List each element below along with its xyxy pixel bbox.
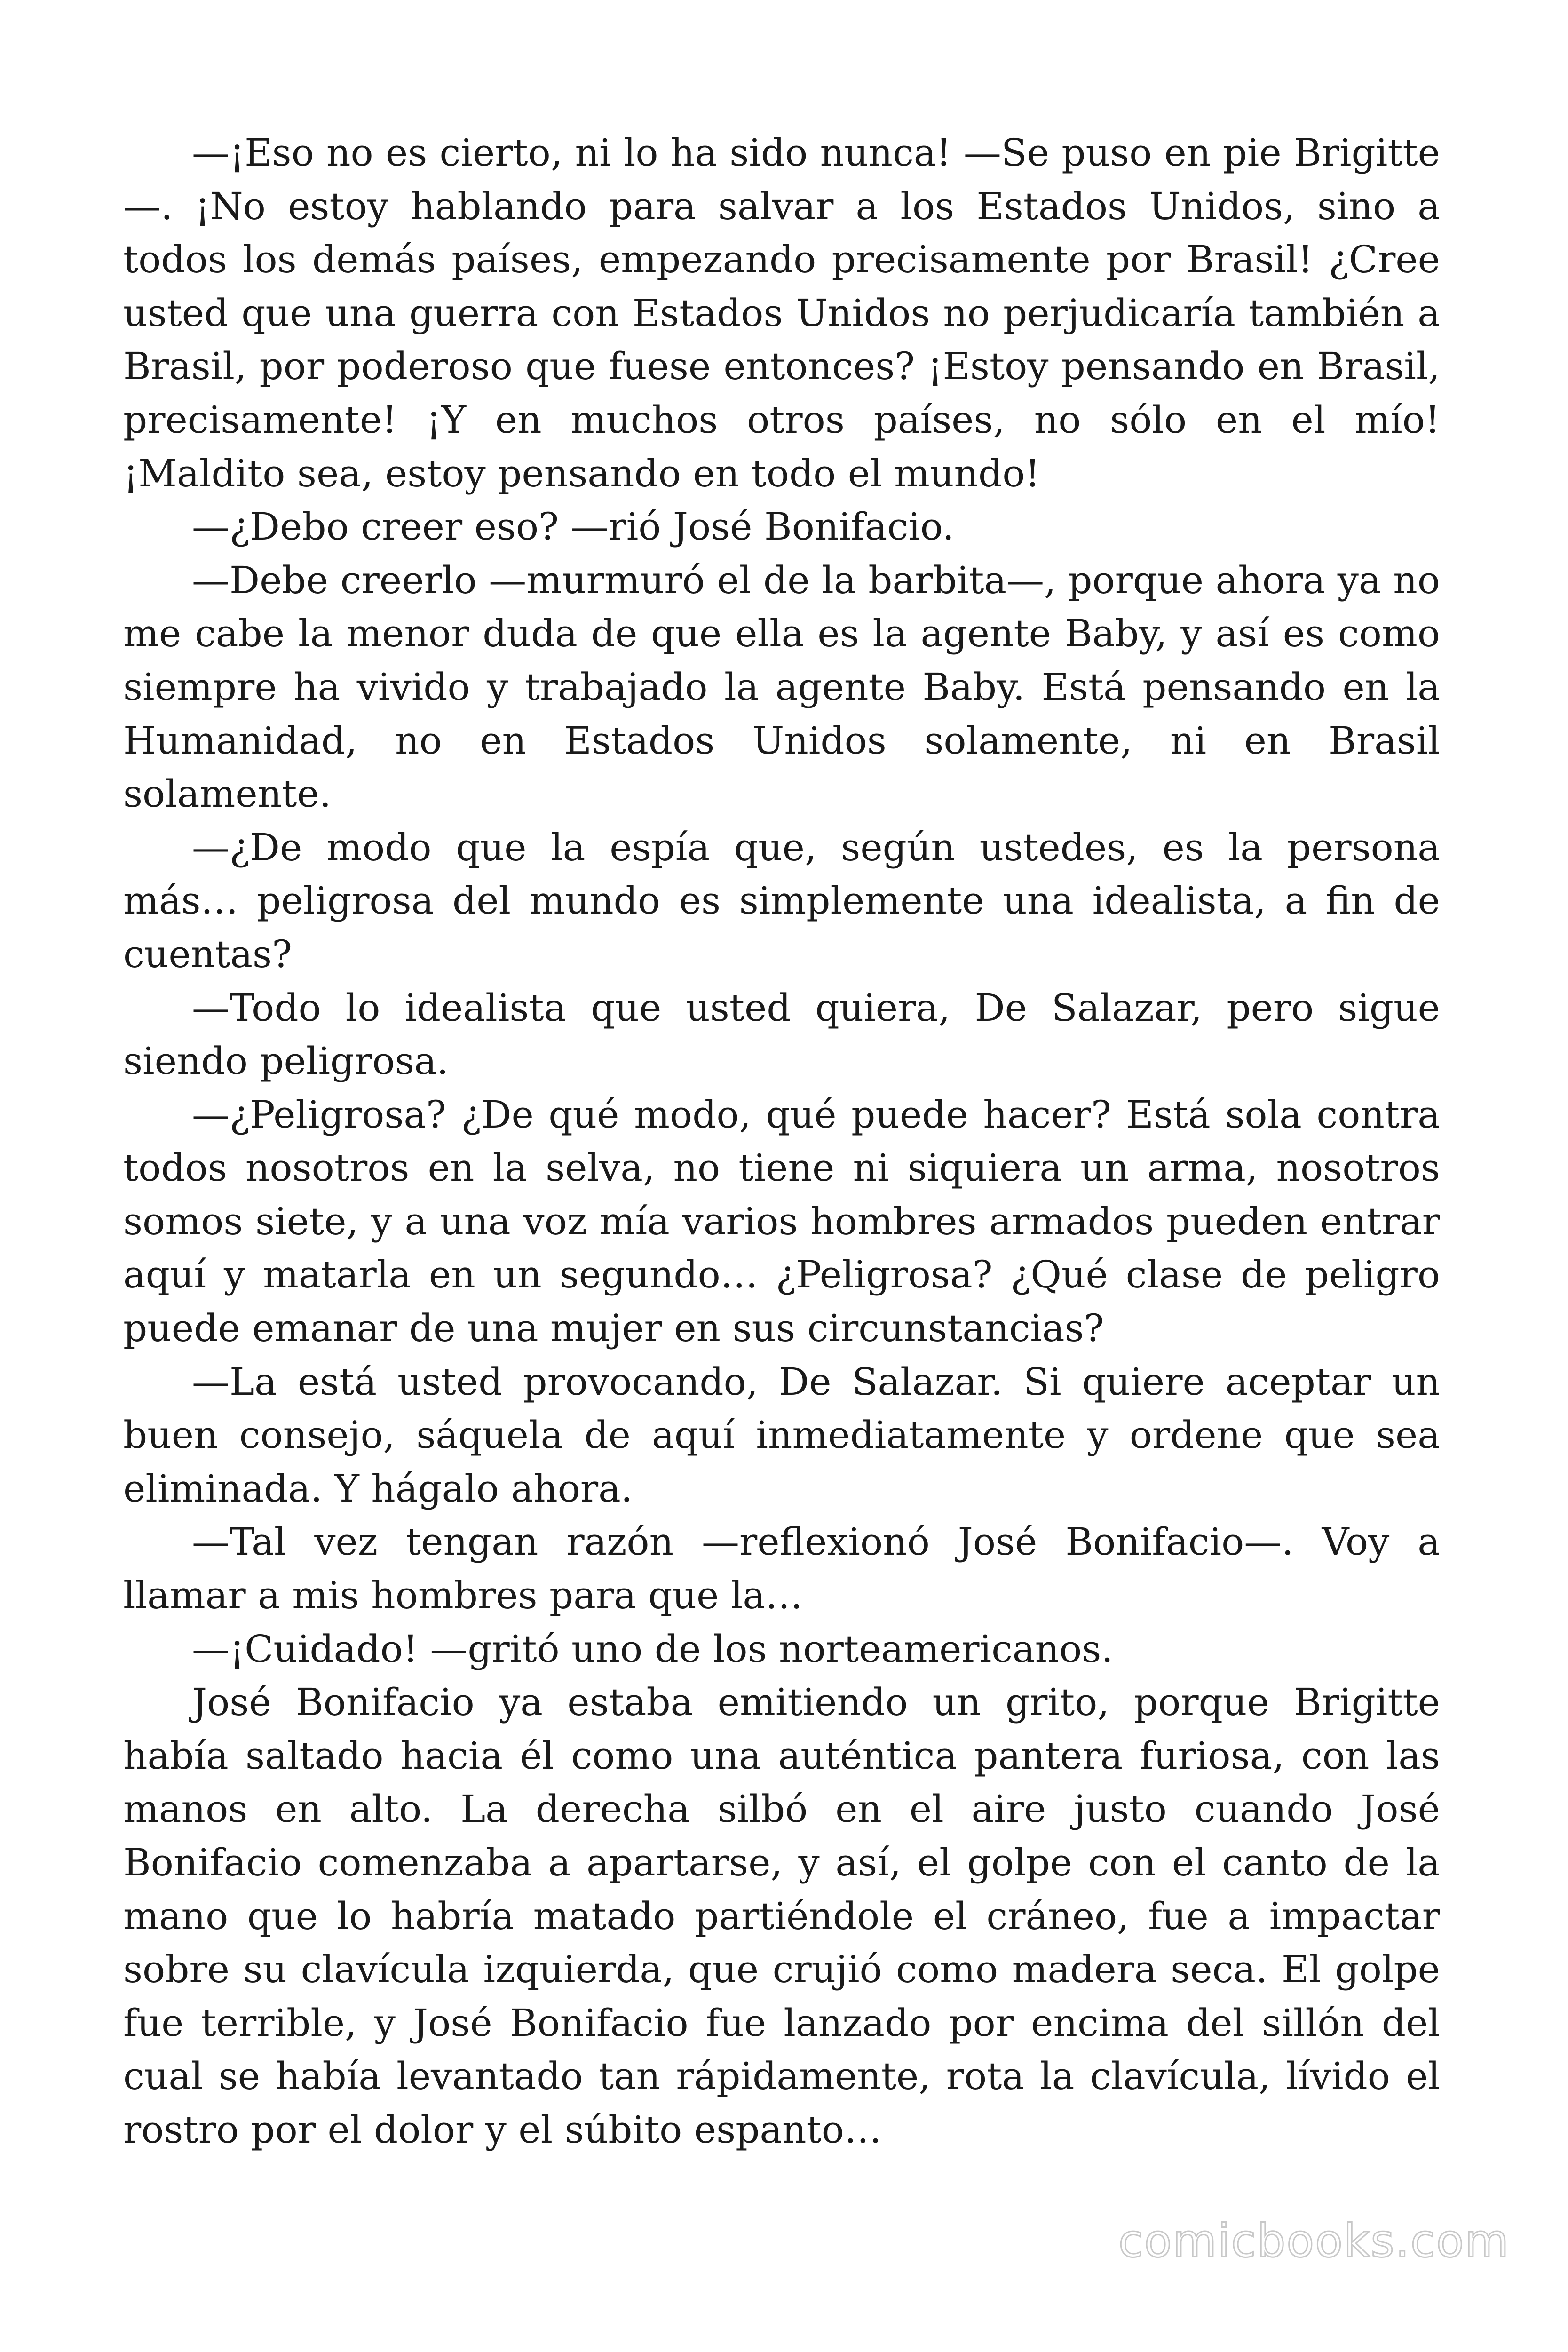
paragraph: —Tal vez tengan razón —reflexionó José Bonifacio—. Voy a llamar a mis hombres para que la… — [123, 1520, 1440, 1618]
page-body — [123, 126, 1440, 2157]
paragraph: —¡Eso no es cierto, ni lo ha sido nunca! —Se puso en pie Brigitte—. ¡No estoy hablando para salvar a los Estados Unidos, sino a todos los demás países, empezando precisamente por Brasil! ¿Cree usted que una guerra con Estados Unidos no perjudicaría también a Brasil, por poderoso que fuese entonces? ¡Estoy pensando en Brasil, precisamente! ¡Y en muchos otros países, no sólo en el mío! ¡Maldito sea, estoy pensando en todo el mundo! — [123, 131, 1440, 495]
paragraph: —Debe creerlo —murmuró el de la barbita—, porque ahora ya no me cabe la menor duda de que ella es la agente Baby, y así es como siempre ha vivido y trabajado la agente Baby. Está pensando en la Humanidad, no en Estados Unidos solamente, ni en Brasil solamente. — [123, 558, 1440, 816]
paragraph: —La está usted provocando, De Salazar. Si quiere aceptar un buen consejo, sáquela de aquí inmediatamente y ordene que sea eliminada. Y hágalo ahora. — [123, 1359, 1440, 1510]
paragraph: José Bonifacio ya estaba emitiendo un grito, porque Brigitte había saltado hacia él como una auténtica pantera furiosa, con las manos en alto. La derecha silbó en el aire justo cuando José Bonifacio comenzaba a apartarse, y así, el golpe con el canto de la mano que lo habría matado partiéndole el cráneo, fue a impactar sobre su clavícula izquierda, que crujió como madera seca. El golpe fue terrible, y José Bonifacio fue lanzado por encima del sillón del cual se había levantado tan rápidamente, rota la clavícula, lívido el rostro por el dolor y el súbito espanto… — [123, 1680, 1440, 2152]
paragraph: —¡Cuidado! —gritó uno de los norteamericanos. — [192, 1627, 1113, 1671]
watermark: comicbooks.com — [1118, 2215, 1510, 2267]
paragraph: —Todo lo idealista que usted quiera, De Salazar, pero sigue siendo peligrosa. — [123, 985, 1440, 1083]
paragraph: —¿De modo que la espía que, según ustedes, es la persona más… peligrosa del mundo es simplemente una idealista, a fin de cuentas? — [123, 825, 1440, 976]
paragraph: —¿Peligrosa? ¿De qué modo, qué puede hacer? Está sola contra todos nosotros en la selva, no tiene ni siquiera un arma, nosotros somos siete, y a una voz mía varios hombres armados pueden entrar aquí y matarla en un segundo… ¿Peligrosa? ¿Qué clase de peligro puede emanar de una mujer en sus circunstancias? — [123, 1092, 1440, 1351]
paragraph: —¿Debo creer eso? —rió José Bonifacio. — [192, 505, 954, 549]
